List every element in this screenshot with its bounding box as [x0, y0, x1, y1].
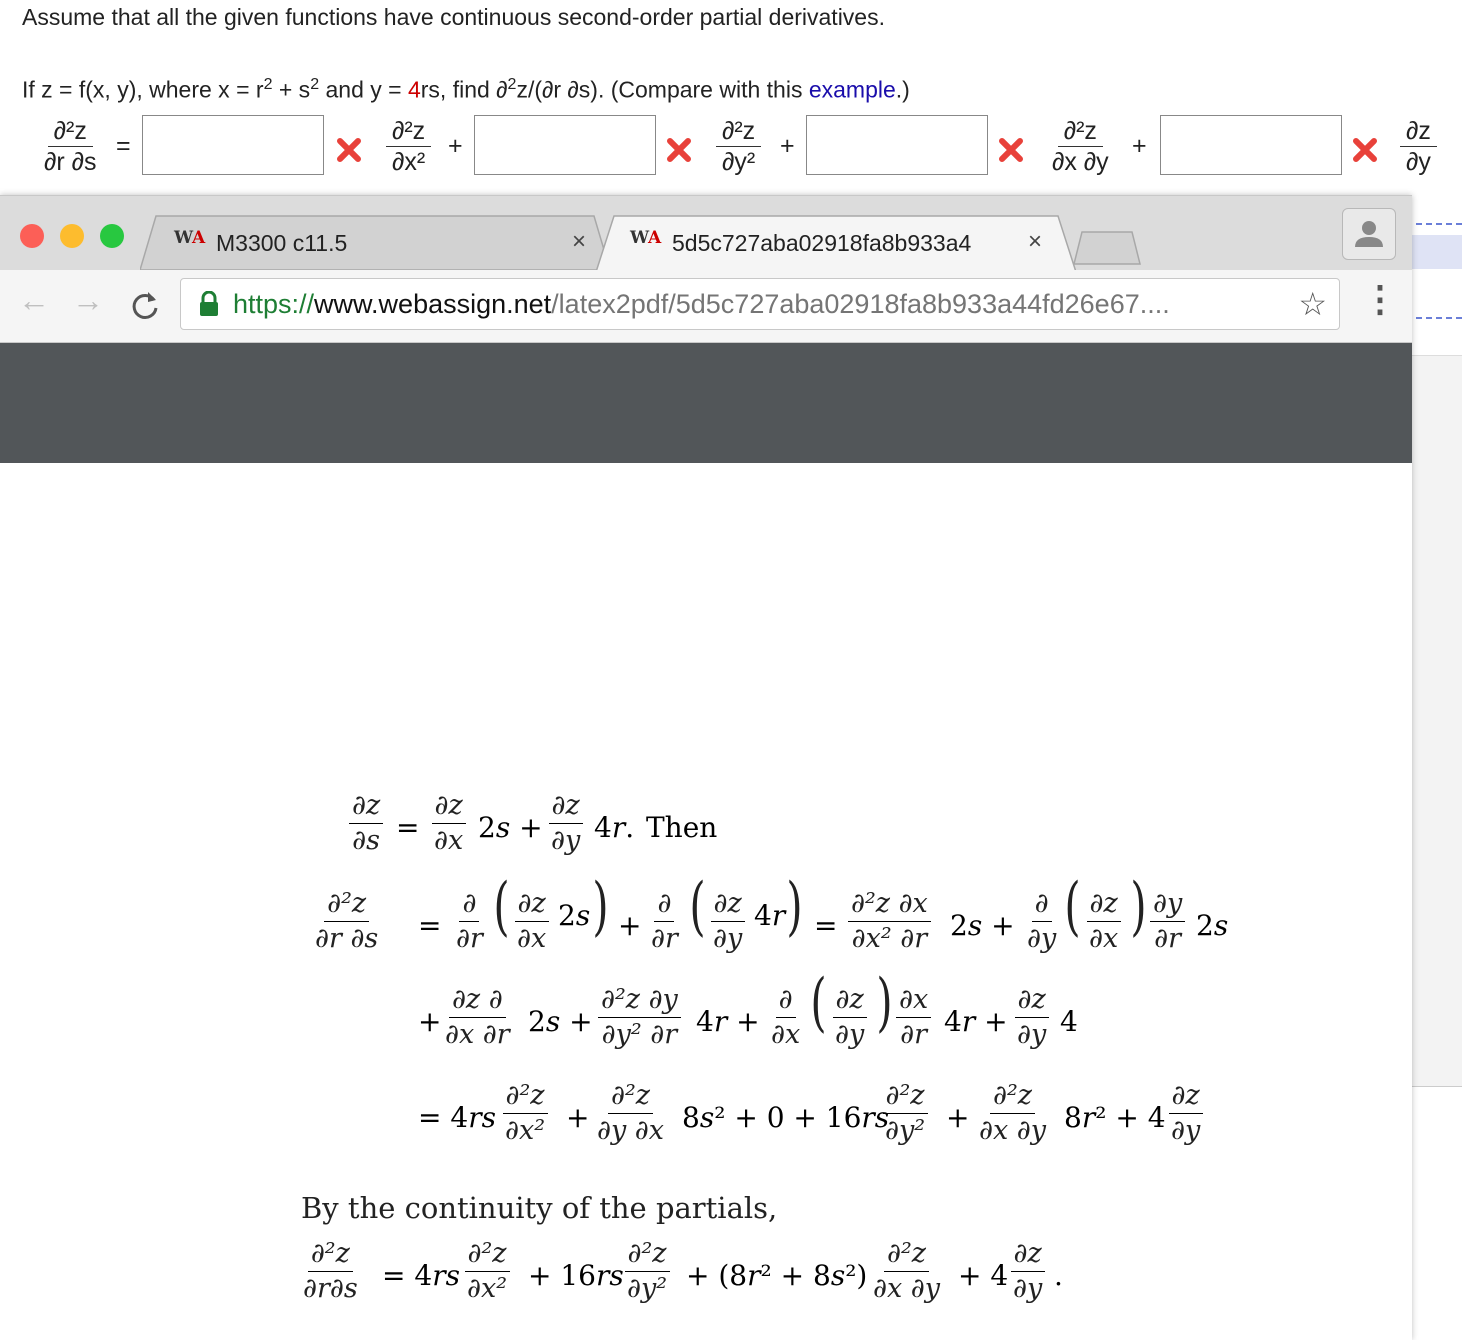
math-plus: + [946, 1101, 970, 1134]
math-fraction: $\frac{\text{∂²z ∂y}}{\text{∂y² ∂r}}$ [598, 983, 681, 1052]
webassign-logo-icon: WA [630, 228, 662, 248]
statement-prefix: If z = f(x, y), where x = r [22, 76, 264, 103]
math-term: 2s + [478, 811, 543, 844]
answer-input-1[interactable] [142, 115, 324, 175]
minimize-window-button[interactable] [60, 224, 84, 248]
math-fraction: $\frac{\partial z}{\partial x}$ [431, 789, 466, 858]
term1-fraction: $\frac{\text{∂²z}}{\text{∂x²}}$ [386, 116, 431, 177]
plus-sign: + [448, 132, 463, 160]
math-term: 2s + [950, 909, 1015, 942]
tab-title: 5d5c727aba02918fa8b933a4 [672, 230, 972, 256]
math-paren: ( [1064, 870, 1081, 944]
example-link[interactable]: example [808, 76, 896, 103]
math-term: = 4rs [418, 1101, 496, 1134]
menu-dots-icon[interactable]: ⋮ [1362, 278, 1398, 319]
math-fraction: $\frac{\text{∂²z}}{\partial r \partial s}$ [315, 888, 379, 954]
math-term: 2s + [528, 1005, 593, 1038]
math-fraction: $\frac{\partial z \partial}{\partial x \partial r}$ [445, 984, 510, 1050]
math-equals: = [418, 909, 442, 942]
math-term: 4r + [944, 1005, 1008, 1038]
math-plus: + [618, 909, 642, 942]
browser-toolbar [0, 270, 1412, 343]
profile-button[interactable] [1342, 208, 1396, 260]
equals-sign: = [116, 132, 131, 160]
problem-statement: If z = f(x, y), where $x = r^2 + s^2$ and y = 4rs, find ∂$^2$z/(∂r ∂s). (Compare with this example.) [22, 76, 910, 103]
statement-plus: + s [272, 76, 311, 103]
math-paren: ( [493, 870, 510, 944]
term3-fraction: $\frac{\text{∂²z}}{\partial x \partial y}$ [1052, 117, 1109, 176]
continuity-text: By the continuity of the partials, [301, 1191, 778, 1225]
pdf-viewer-background [0, 343, 1412, 463]
answer-input-4[interactable] [1160, 115, 1342, 175]
math-fraction: $\frac{\text{∂²z}}{\text{∂y²}}$ [624, 1237, 670, 1306]
math-fraction: ∂ ∂x [771, 984, 801, 1050]
math-paren: ( [810, 966, 827, 1040]
math-term: 8s² + 0 + 16rs [682, 1101, 890, 1134]
back-arrow-icon[interactable]: ← [18, 282, 50, 318]
tab-latex2pdf[interactable] [596, 214, 1076, 270]
tab-title: M3300 c11.5 [216, 230, 348, 256]
math-term: = 4rs [382, 1259, 460, 1292]
math-term: 2s [1196, 909, 1229, 942]
math-fraction: $\frac{\text{∂²z}}{\partial r\partial s}$ [303, 1238, 358, 1304]
math-fraction: $\frac{\text{∂²z}}{\text{∂y²}}$ [882, 1079, 928, 1148]
math-paren: ( [689, 870, 706, 944]
plus-sign: + [1132, 132, 1147, 160]
math-plus: + [418, 1005, 442, 1038]
close-window-button[interactable] [20, 224, 44, 248]
math-fraction: $\frac{\partial z}{\partial s}$ [349, 789, 383, 858]
webassign-logo-icon: WA [174, 228, 206, 248]
statement-end: .) [895, 76, 910, 103]
incorrect-mark-icon [1352, 137, 1378, 163]
incorrect-mark-icon [998, 137, 1024, 163]
bookmark-star-icon[interactable]: ☆ [1298, 286, 1327, 322]
math-fraction: ∂ ∂y [1027, 888, 1057, 954]
math-term: + (8r² + 8s²) [686, 1259, 868, 1292]
math-fraction: ∂ ∂r [651, 888, 678, 954]
math-term: 4r [754, 899, 786, 932]
url-text: https://www.webassign.net/latex2pdf/5d5c727aba02918fa8b933a44fd26e67.... [233, 289, 1170, 319]
math-term: . [1054, 1259, 1063, 1292]
math-fraction: $\frac{\partial y}{\partial r}$ [1150, 887, 1185, 956]
tab-strip [0, 195, 1412, 271]
math-fraction: $\frac{\partial z}{\partial y}$ [548, 789, 583, 858]
math-term: + 4 [958, 1259, 1009, 1292]
statement-find: z/(∂r ∂s). (Compare with this [516, 76, 809, 103]
math-term: + 16rs [528, 1259, 624, 1292]
math-fraction: $\frac{\partial z}{\partial y}$ [710, 887, 745, 956]
math-fraction: $\frac{\partial z}{\partial x}$ [1086, 887, 1121, 956]
term2-fraction: $\frac{\text{∂²z}}{\text{∂y²}}$ [716, 116, 761, 177]
math-fraction: $\frac{\text{∂²z}}{\partial y \partial x}$ [597, 1080, 664, 1146]
statement-rs: rs, find ∂ [420, 76, 508, 103]
math-fraction: ∂ ∂r [456, 888, 483, 954]
math-paren: ) [1130, 870, 1147, 944]
reload-icon[interactable] [128, 288, 162, 322]
new-tab-button[interactable] [1070, 230, 1142, 266]
zoom-window-button[interactable] [100, 224, 124, 248]
math-paren: ) [592, 870, 609, 944]
address-bar[interactable] [180, 278, 1340, 330]
answer-input-2[interactable] [474, 115, 656, 175]
math-term: 2s [558, 899, 591, 932]
person-icon [1343, 209, 1395, 259]
math-term: 8r² + 4 [1064, 1101, 1166, 1134]
tab-close-icon[interactable]: × [1028, 228, 1043, 255]
math-equals: = [814, 909, 838, 942]
math-fraction: $\frac{\partial z}{\partial x}$ [514, 887, 549, 956]
lock-icon [199, 291, 219, 317]
plus-sign: + [780, 132, 795, 160]
forward-arrow-icon[interactable]: → [72, 282, 104, 318]
math-fraction: $\frac{\text{∂²z}}{\partial x \partial y}$ [979, 1080, 1046, 1146]
browser-window [0, 195, 1412, 1340]
math-plus: + [566, 1101, 590, 1134]
math-term: 4r + [696, 1005, 760, 1038]
incorrect-mark-icon [336, 137, 362, 163]
math-paren: ) [876, 966, 893, 1040]
math-then: Then [646, 811, 718, 844]
background-page-strip [1412, 195, 1462, 1340]
answer-input-3[interactable] [806, 115, 988, 175]
math-fraction: $\frac{\partial z}{\partial y}$ [832, 983, 867, 1052]
math-term: 4r. [594, 811, 635, 844]
math-equals: = [396, 811, 420, 844]
statement-and: and y = [319, 76, 408, 103]
math-fraction: $\frac{\text{∂²z ∂x}}{\text{∂x² ∂r}}$ [848, 887, 931, 956]
tab-m3300[interactable] [140, 214, 610, 270]
math-term: 4 [1060, 1005, 1078, 1038]
tab-close-icon[interactable]: × [572, 228, 587, 255]
incorrect-mark-icon [666, 137, 692, 163]
y-coefficient: 4 [407, 76, 421, 103]
math-fraction: $\frac{\partial z}{\partial y}$ [1014, 983, 1049, 1052]
lhs-fraction: $\frac{\text{∂²z}}{\partial r \partial s}$ [44, 117, 97, 176]
math-fraction: $\frac{\partial x}{\partial r}$ [896, 983, 931, 1052]
math-fraction: $\frac{\text{∂²z}}{\text{∂x²}}$ [464, 1237, 510, 1306]
pdf-page [6, 463, 1412, 1340]
problem-intro: Assume that all the given functions have continuous second-order partial derivatives. [22, 4, 885, 30]
math-fraction: $\frac{\partial z}{\partial y}$ [1168, 1079, 1203, 1148]
term4-fraction: $\frac{\partial z}{\partial y}$ [1400, 116, 1437, 177]
math-fraction: $\frac{\text{∂²z}}{\partial x \partial y}$ [873, 1238, 940, 1304]
math-paren: ) [786, 870, 803, 944]
math-fraction: $\frac{\text{∂²z}}{\text{∂x²}}$ [502, 1079, 548, 1148]
math-fraction: $\frac{\partial z}{\partial y}$ [1010, 1237, 1045, 1306]
